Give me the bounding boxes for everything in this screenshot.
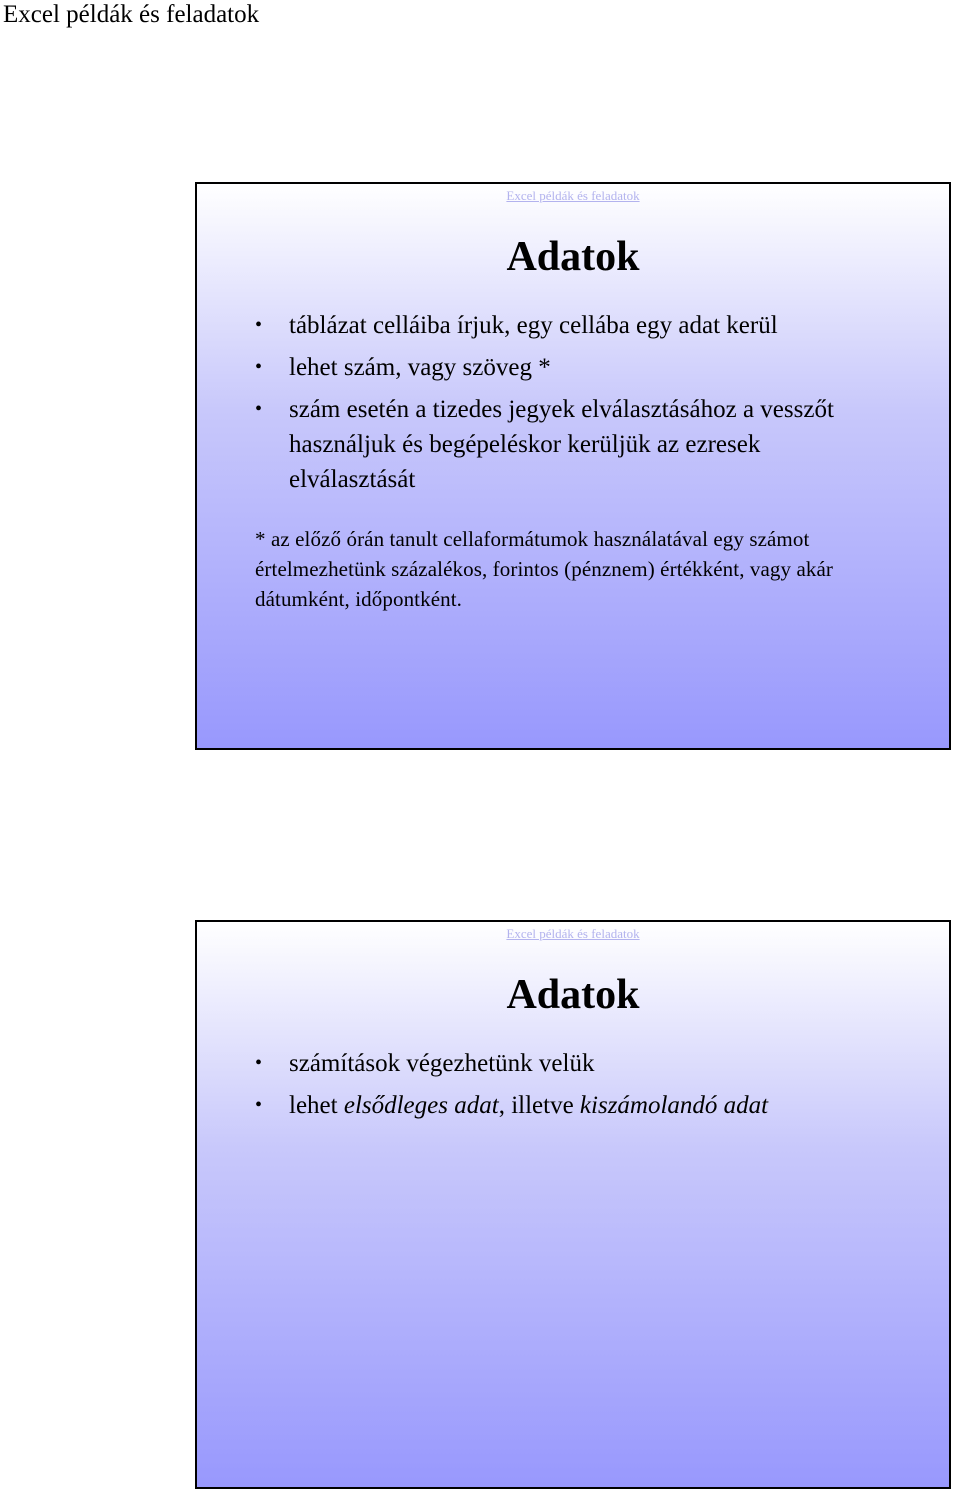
slide-1 — [195, 182, 951, 750]
slide-2 — [195, 920, 951, 1489]
bullet-list — [255, 308, 875, 504]
page-header: Excel példák és feladatok — [3, 1, 260, 28]
bullet-item — [255, 1088, 935, 1123]
emphasis-primary-data: elsődleges adat — [343, 1092, 499, 1119]
bullet-list — [255, 1046, 935, 1130]
slide-header-link[interactable]: Excel példák és feladatok — [506, 926, 640, 941]
bullet-text: lehet szám, vagy szöveg * — [289, 354, 551, 381]
bullet-dot: • — [255, 1094, 263, 1116]
bullet-dot: • — [255, 356, 263, 378]
bullet-dot: • — [255, 398, 263, 420]
bullet-text-prefix: lehet — [289, 1092, 344, 1119]
bullet-text: táblázat celláiba írjuk, egy cellába egy adat kerül — [289, 312, 778, 339]
slide-title: Adatok — [506, 234, 640, 280]
bullet-dot: • — [255, 314, 263, 336]
bullet-text: szám esetén a tizedes jegyek elválasztásához a vesszőt használjuk és begépeléskor kerüljük az ezresek elválasztását — [289, 396, 834, 493]
bullet-item — [255, 392, 875, 497]
bullet-text-middle: , illetve — [498, 1092, 580, 1119]
bullet-dot: • — [255, 1052, 263, 1074]
bullet-item — [255, 1046, 935, 1081]
emphasis-computed-data: kiszámolandó adat — [579, 1092, 769, 1119]
slide-title: Adatok — [506, 972, 640, 1018]
bullet-item — [255, 350, 875, 385]
bullet-item — [255, 308, 875, 343]
bullet-text: számítások végezhetünk velük — [289, 1050, 595, 1077]
footnote: * az előző órán tanult cellaformátumok használatával egy számot értelmezhetünk százalékos, forintos (pénznem) értékként, vagy akár dátumként, időpontként. — [255, 527, 834, 611]
slide-header-link[interactable]: Excel példák és feladatok — [506, 188, 640, 203]
